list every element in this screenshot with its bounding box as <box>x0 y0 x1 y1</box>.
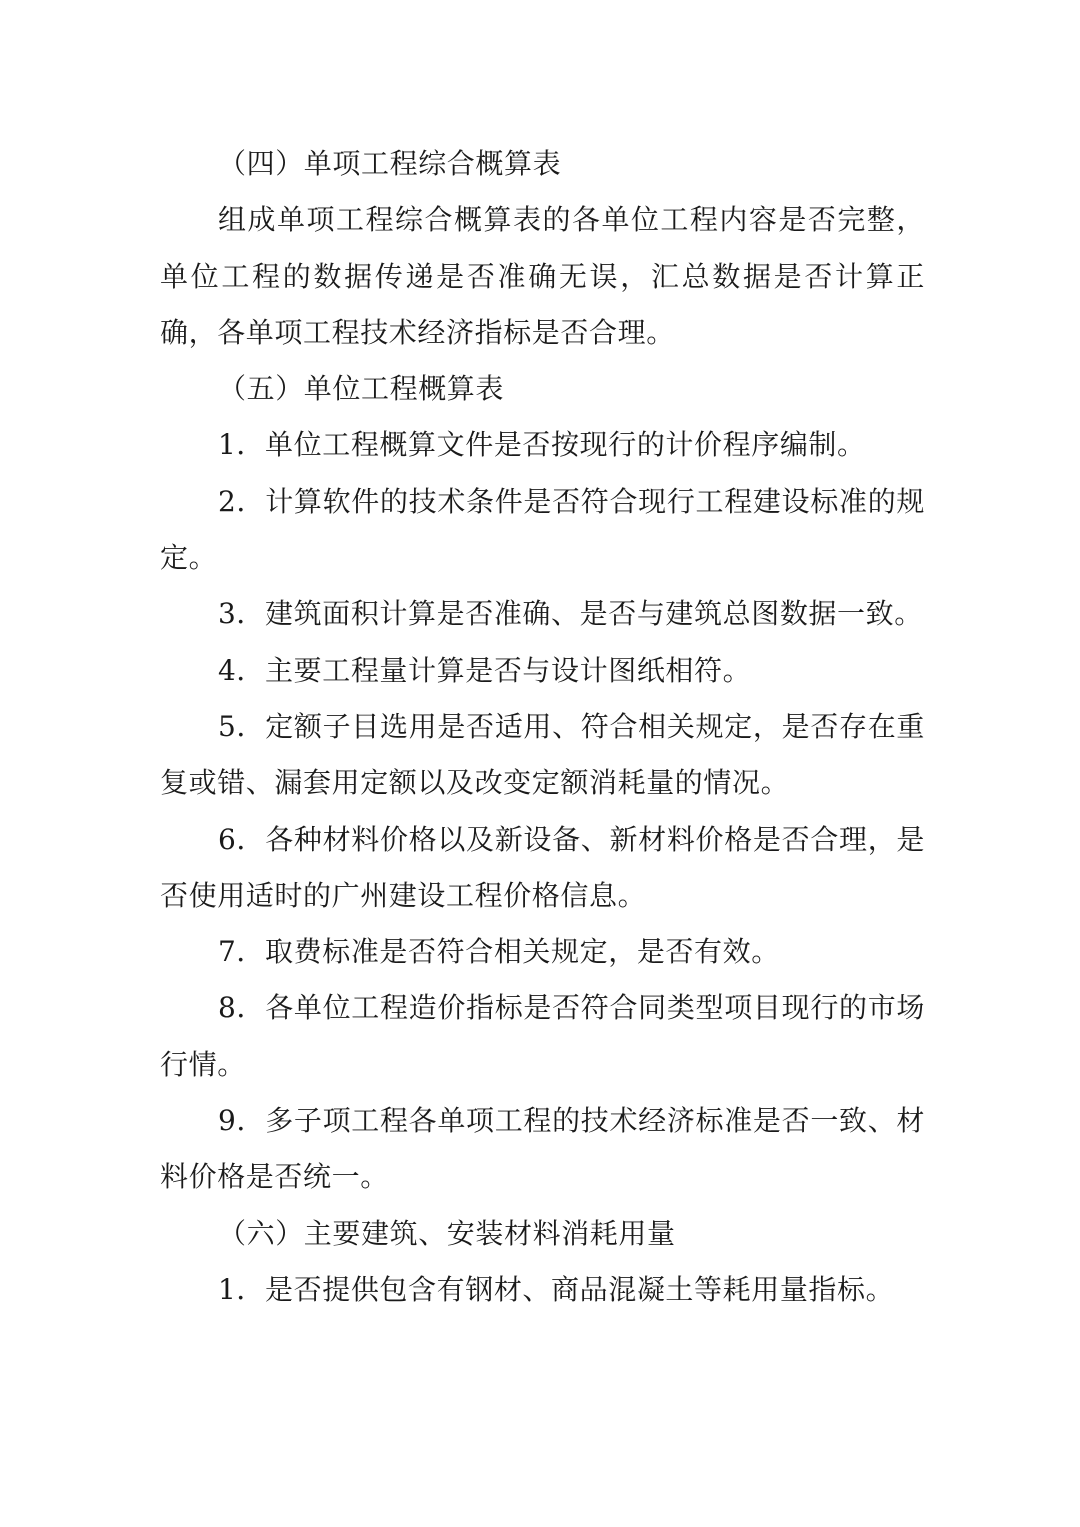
list-item-5-7: 7．取费标准是否符合相关规定，是否有效。 <box>218 935 780 969</box>
section-heading-4: （四）单项工程综合概算表 <box>218 147 562 180</box>
list-item-5-5: 5．定额子目选用是否适用、符合相关规定，是否存在重复或错、漏套用定额以及改变定额消耗量的情况。 <box>160 709 925 800</box>
list-item-6-1: 1．是否提供包含有钢材、商品混凝土等耗用量指标。 <box>218 1272 895 1306</box>
list-item-5-1: 1．单位工程概算文件是否按现行的计价程序编制。 <box>218 428 866 462</box>
list-item-5-2: 2．计算软件的技术条件是否符合现行工程建设标准的规定。 <box>160 484 925 575</box>
section-heading-6: （六）主要建筑、安装材料消耗用量 <box>218 1216 676 1250</box>
paragraph-section4-body: 组成单项工程综合概算表的各单位工程内容是否完整，单位工程的数据传递是否准确无误，汇总数据是否计算正确，各单项工程技术经济指标是否合理。 <box>160 203 925 349</box>
list-item-5-4: 4．主要工程量计算是否与设计图纸相符。 <box>218 653 752 687</box>
list-item-5-6: 6．各种材料价格以及新设备、新材料价格是否合理，是否使用适时的广州建设工程价格信息。 <box>160 822 925 912</box>
section-heading-5: （五）单位工程概算表 <box>218 372 505 406</box>
list-item-5-8: 8．各单位工程造价指标是否符合同类型项目现行的市场行情。 <box>160 991 925 1081</box>
document-page <box>160 136 925 1318</box>
list-item-5-3: 3．建筑面积计算是否准确、是否与建筑总图数据一致。 <box>218 597 923 631</box>
list-item-5-9: 9．多子项工程各单项工程的技术经济标准是否一致、材料价格是否统一。 <box>160 1104 925 1194</box>
